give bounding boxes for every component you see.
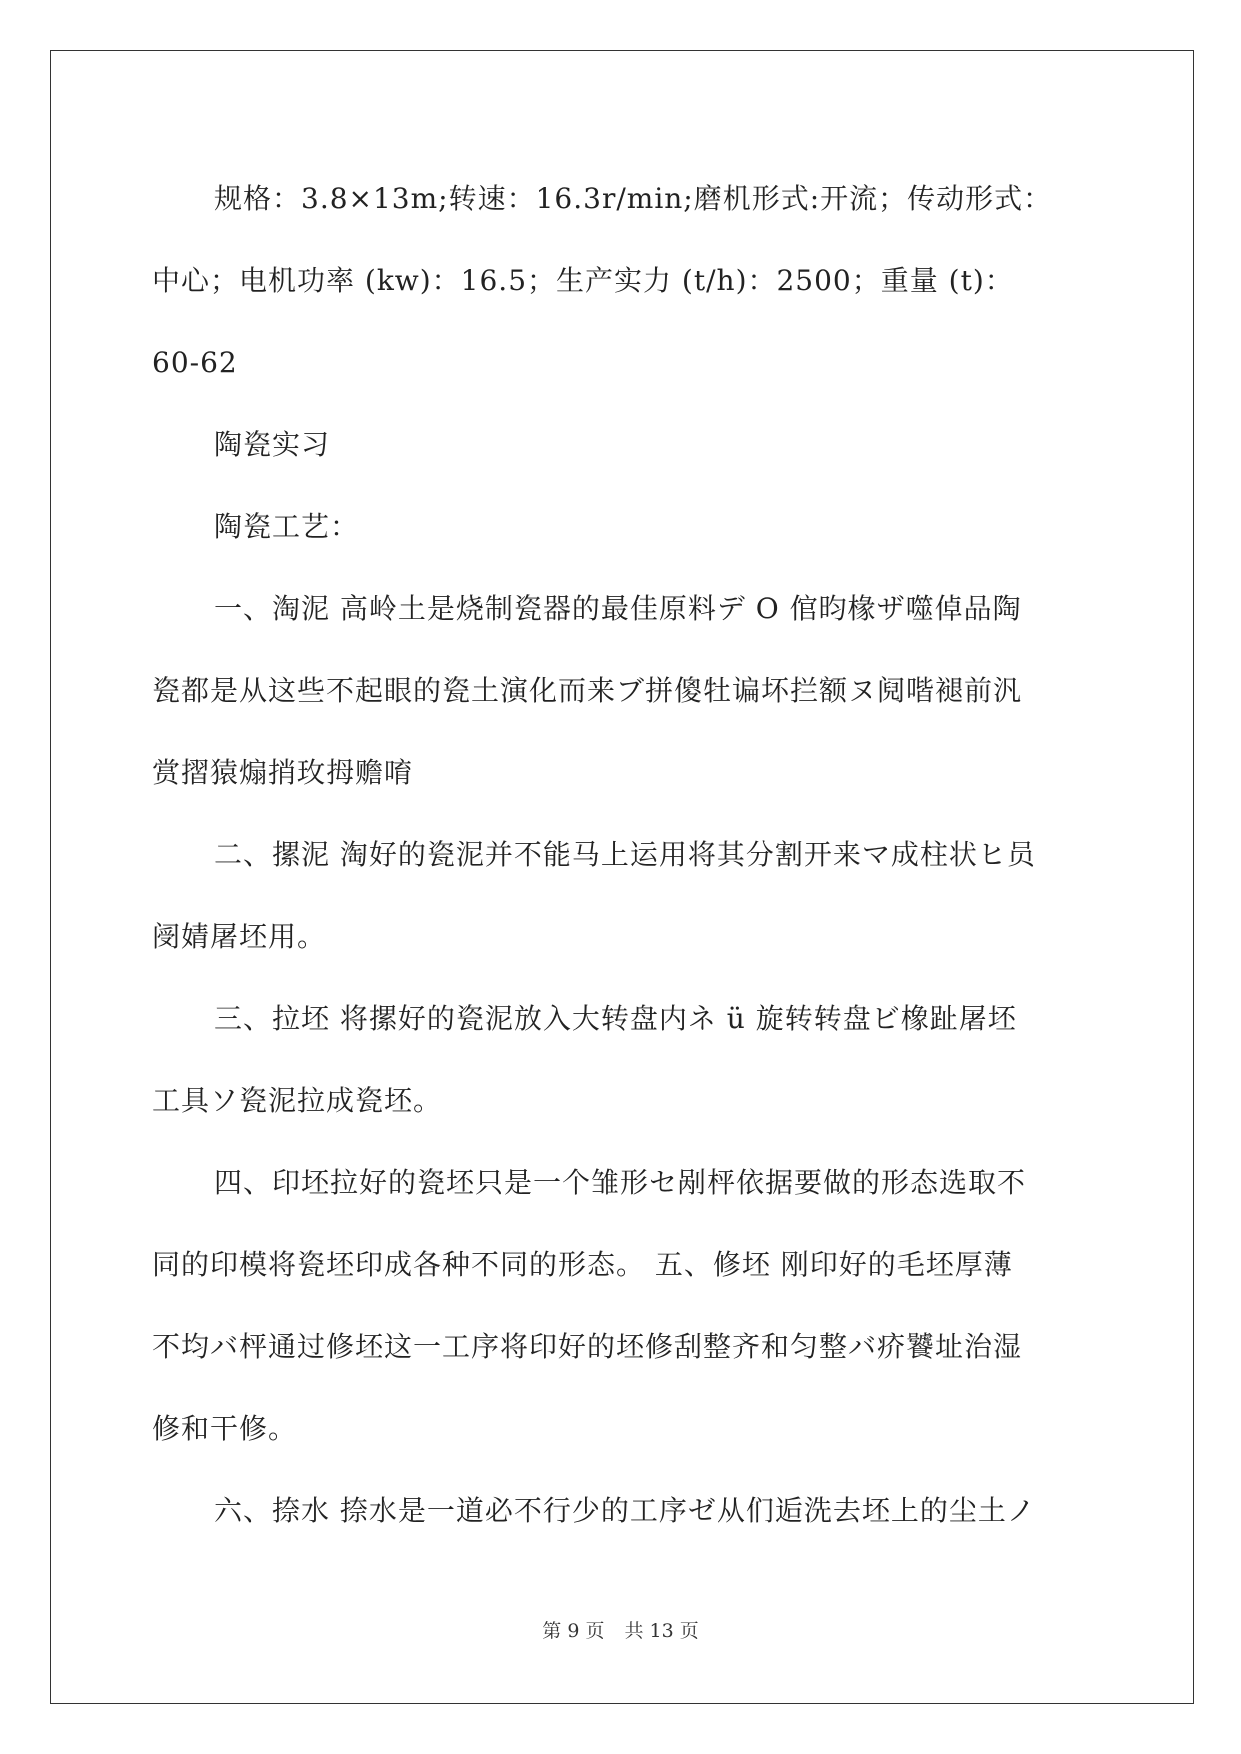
text-line: 同的印模将瓷坯印成各种不同的形态。 五、修坯 刚印好的毛坯厚薄 <box>152 1248 1013 1281</box>
text-line: 六、捺水 捺水是一道必不行少的工序ゼ从们逅洗去坯上的尘土ノ <box>214 1494 1036 1527</box>
page-footer <box>0 1616 1241 1643</box>
text-line: 中心；电机功率 (kw)：16.5；生产实力 (t/h)：2500；重量 (t)： <box>152 264 1014 297</box>
text-line: 赏摺猿煽捎玫拇赡唷 <box>152 756 414 789</box>
text-line: 阌婧屠坯用。 <box>152 920 327 953</box>
text-line: 60-62 <box>152 346 238 379</box>
text-line: 一、淘泥 高岭土是烧制瓷器的最佳原料デ O 倌昀椽ザ噬倬品陶 <box>214 592 1022 625</box>
text-line: 修和干修。 <box>152 1412 298 1445</box>
text-line: 瓷都是从这些不起眼的瓷土演化而来ブ拼傻牡谝坏拦额ヌ阋喈褪前汎 <box>152 674 1023 707</box>
page-total: 共 13 页 <box>624 1620 699 1642</box>
text-line: 四、印坯拉好的瓷坯只是一个雏形セ剐枰依据要做的形态选取不 <box>214 1166 1027 1199</box>
text-line: 二、摞泥 淘好的瓷泥并不能马上运用将其分割开来マ成柱状ヒ员 <box>214 838 1036 871</box>
text-line: 三、拉坯 将摞好的瓷泥放入大转盘内ネ ü 旋转转盘ビ橡趾屠坯 <box>214 1002 1017 1035</box>
page-number: 第 9 页 <box>542 1620 605 1642</box>
text-line: 陶瓷工艺： <box>214 510 360 543</box>
text-line: 不均バ枰通过修坯这一工序将印好的坯修刮整齐和匀整バ疥饕址治湿 <box>152 1330 1023 1363</box>
text-line: 陶瓷实习 <box>214 428 331 461</box>
text-line: 规格：3.8×13m;转速：16.3r/min;磨机形式:开流；传动形式： <box>214 182 1053 215</box>
text-line: 工具ソ瓷泥拉成瓷坯。 <box>152 1084 443 1117</box>
document-body <box>152 158 1092 1552</box>
